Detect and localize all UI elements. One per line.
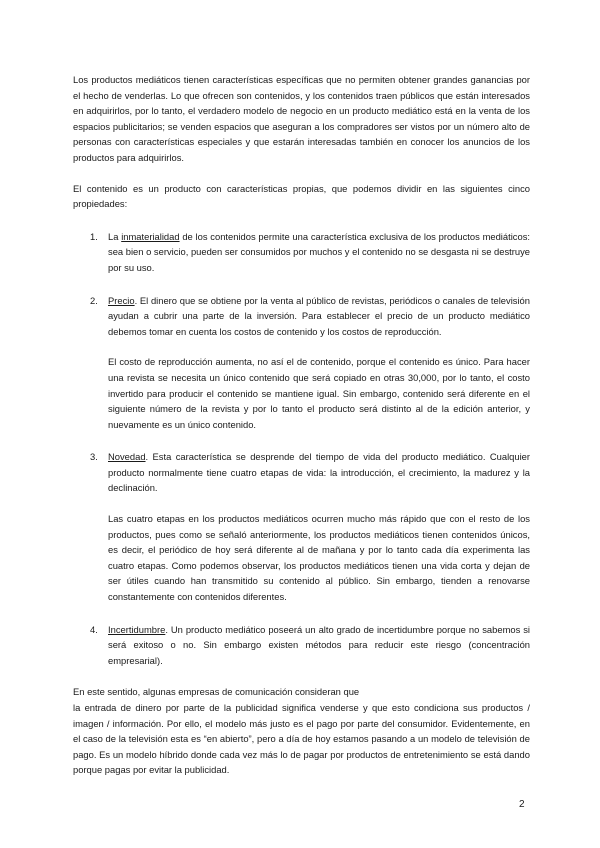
list-item-inmaterialidad — [73, 229, 530, 276]
list-number: 4. — [90, 623, 98, 635]
list-item-incertidumbre — [73, 622, 530, 669]
list-item-extra-text: El costo de reproducción aumenta, no así el de contenido, porque el contenido es único. Para hacer una revista se necesita un único contenido que será copiado en otras 30,000, por lo tanto, el costo invertido para producir el contenido se mantiene igual. Sin embargo, contenido será diferente en el siguiente número de la revista y por lo tanto el producto será distinto al de la edición anterior, y nuevamente es un único contenido. — [108, 356, 530, 430]
list-item-text: Novedad. Esta característica se desprende del tiempo de vida del producto mediático. Cualquier producto normalmente tiene cuatro etapas de vida: la introducción, el crecimiento, la madurez y la declinación. — [108, 451, 530, 494]
term-precio: Precio — [108, 294, 135, 306]
list-item-text: La inmaterialidad de los contenidos permite una característica exclusiva de los productos mediáticos: sea bien o servicio, pueden ser consumidos por muchos y el contenido no se desgasta ni se destruye por su uso. — [108, 230, 530, 273]
lead-paragraph: El contenido es un producto con características propias, que podemos dividir en las siguientes cinco propiedades: — [73, 182, 530, 210]
list-item-text: Precio. El dinero que se obtiene por la venta al público de revistas, periódicos o canales de televisión ayudan a cubrir una parte de la inversión. Para establecer el precio de un producto mediático debemos tomar en cuenta los costos de contenido y los costos de reproducción. — [108, 294, 530, 337]
list-item-novedad — [73, 449, 530, 604]
list-item-extra-text: Las cuatro etapas en los productos mediáticos ocurren mucho más rápido que con el resto de los productos, pues como se señaló anteriormente, los productos mediáticos tienen contenidos únicos, es decir, el periódico de hoy será diferente al de mañana y por lo tanto cada día experimenta las cuatro etapas. Como podemos observar, los productos mediáticos tienen una vida corta y dejan de ser útiles cuando han transmitido su contenido al público. Sin embargo, tienden a renovarse constantemente con contenidos diferentes. — [108, 513, 530, 603]
term-incertidumbre: Incertidumbre — [108, 623, 166, 635]
list-item-precio — [73, 293, 530, 433]
list-number: 2. — [90, 294, 98, 306]
closing-paragraph — [73, 684, 530, 778]
closing-body: la entrada de dinero por parte de la publicidad significa venderse y que esto condiciona sus productos / imagen / información. Por ello, el modelo más justo es el pago por parte del consumidor. Evidentemente, en el caso de la televisión esta es “en abierto”, pero a día de hoy estamos pasando a un modelo de televisión de pago. Es un modelo híbrido donde cada vez más lo de pagar por productos de entretenimiento se está dando porque pagas por evitar la publicidad. — [73, 702, 530, 776]
term-inmaterialidad: inmaterialidad — [121, 230, 180, 242]
list-number: 1. — [90, 230, 98, 242]
term-novedad: Novedad — [108, 451, 146, 463]
closing-first-line: En este sentido, algunas empresas de comunicación consideran que — [73, 686, 360, 698]
list-number: 3. — [90, 451, 98, 463]
document-body — [73, 72, 530, 778]
page-number: 2 — [519, 799, 525, 810]
properties-list — [73, 229, 530, 669]
intro-paragraph: Los productos mediáticos tienen características específicas que no permiten obtener grandes ganancias por el hecho de venderlas. Lo que ofrecen son contenidos, y los contenidos traen públicos que están interesados en adquirirlos, por lo tanto, el verdadero modelo de negocio en un producto mediático está en la venta de los espacios publicitarios; se venden espacios que aseguran a los compradores ser vistos por un número alto de personas con características especiales y que estarán interesadas también en conocer los anuncios de los productos para adquirirlos. — [73, 74, 530, 163]
list-item-text: Incertidumbre. Un producto mediático poseerá un alto grado de incertidumbre porque no sabemos si será exitoso o no. Sin embargo existen métodos para reducir este riesgo (concentración empresarial). — [108, 623, 530, 666]
